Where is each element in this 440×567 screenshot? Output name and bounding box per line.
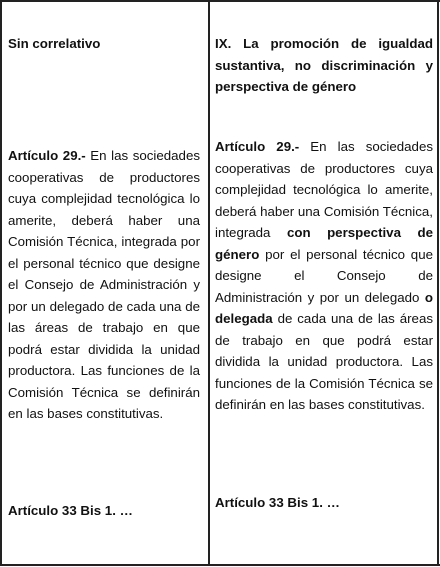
column-divider bbox=[208, 0, 210, 566]
right-article-29 bbox=[215, 136, 433, 416]
right-article-33-bis-text: Artículo 33 Bis 1. … bbox=[215, 495, 340, 510]
table-bottom-border bbox=[0, 564, 440, 566]
table-right-border bbox=[437, 0, 439, 566]
right-article-33-bis bbox=[215, 492, 433, 514]
right-header-text: . La promoción de igualdad sustantiva, no discriminación y perspectiva de género bbox=[215, 36, 433, 94]
right-article-29-bold-1: con perspectiva de género bbox=[215, 225, 433, 262]
right-article-29-text-3: de cada una de las áreas de trabajo en que podrá estar dividida la unidad productora. Las funciones de la Comisión Técnica se definirán en las bases constitutivas. bbox=[215, 311, 433, 412]
left-header bbox=[8, 33, 200, 55]
right-header bbox=[215, 33, 433, 98]
table-left-border bbox=[0, 0, 2, 566]
left-article-29-title: Artículo 29.- bbox=[8, 148, 86, 163]
left-article-33-bis-text: Artículo 33 Bis 1. … bbox=[8, 503, 133, 518]
right-article-29-title: Artículo 29.- bbox=[215, 139, 300, 154]
table-top-border bbox=[0, 0, 440, 2]
left-article-29 bbox=[8, 145, 200, 425]
right-article-29-text-1: En las sociedades cooperativas de productores cuya complejidad tecnológica lo amerite, deberá haber una Comisión Técnica, integrada bbox=[215, 139, 433, 240]
left-article-29-text: En las sociedades cooperativas de productores cuya complejidad tecnológica lo amerite, deberá haber una Comisión Técnica, integrada por el personal técnico que designe el Consejo de Administración y por un delegado de cada una de las áreas de trabajo en que podrá estar dividida la unidad productora. Las funciones de la Comisión Técnica se definirán en las bases constitutivas. bbox=[8, 148, 200, 421]
right-article-29-text-2: por el personal técnico que designe el Consejo de Administración y por un delegado bbox=[215, 246, 433, 305]
right-article-29-bold-2: o delegada bbox=[215, 289, 433, 326]
left-header-text: Sin correlativo bbox=[8, 36, 101, 51]
right-header-number: IX bbox=[215, 36, 228, 51]
left-article-33-bis bbox=[8, 500, 200, 522]
